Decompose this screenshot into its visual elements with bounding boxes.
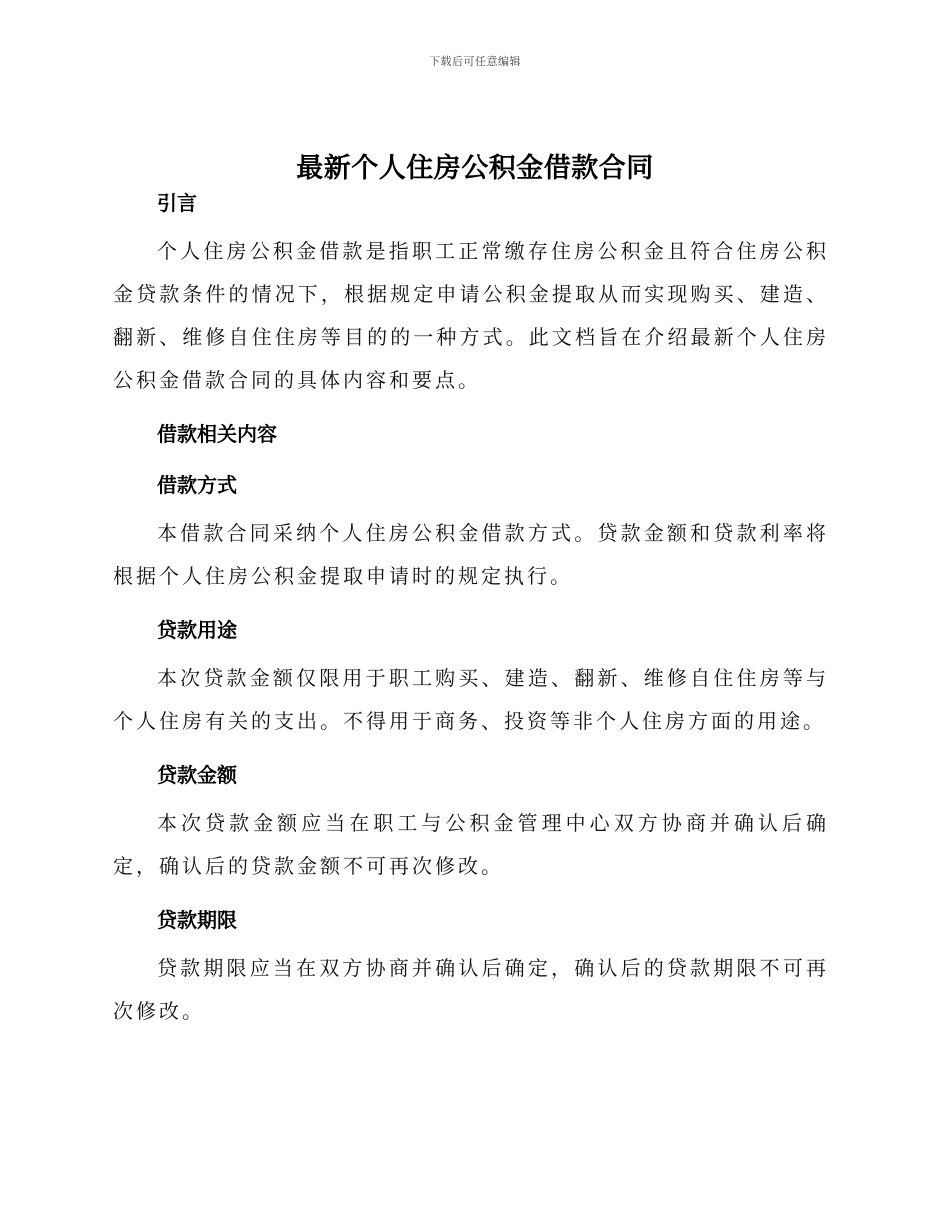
section-text-loan-term: 贷款期限应当在双方协商并确认后确定，确认后的贷款期限不可再次修改。 <box>113 956 829 1023</box>
section-heading-loan-amount: 贷款金额 <box>157 763 237 787</box>
section-heading-loan-method: 借款方式 <box>157 473 237 497</box>
document-body <box>113 188 829 1033</box>
section-text-intro: 个人住房公积金借款是指职工正常缴存住房公积金且符合住房公积金贷款条件的情况下，根据规定申请公积金提取从而实现购买、建造、翻新、维修自住住房等目的的一种方式。此文档旨在介绍最新个人住房公积金借款合同的具体内容和要点。 <box>113 239 829 392</box>
section-heading-intro: 引言 <box>157 191 197 215</box>
section-text-loan-amount: 本次贷款金额应当在职工与公积金管理中心双方协商并确认后确定，确认后的贷款金额不可再次修改。 <box>113 811 829 878</box>
section-heading-loan-purpose: 贷款用途 <box>157 618 237 642</box>
section-heading-loan-term: 贷款期限 <box>157 908 237 932</box>
section-heading-loan-content: 借款相关内容 <box>157 422 277 446</box>
section-text-loan-method: 本借款合同采纳个人住房公积金借款方式。贷款金额和贷款利率将根据个人住房公积金提取申请时的规定执行。 <box>113 521 829 588</box>
section-text-loan-purpose: 本次贷款金额仅限用于职工购买、建造、翻新、维修自住住房等与个人住房有关的支出。不得用于商务、投资等非个人住房方面的用途。 <box>113 666 829 733</box>
document-title: 最新个人住房公积金借款合同 <box>296 153 654 184</box>
page-header-note: 下载后可任意编辑 <box>429 55 521 68</box>
